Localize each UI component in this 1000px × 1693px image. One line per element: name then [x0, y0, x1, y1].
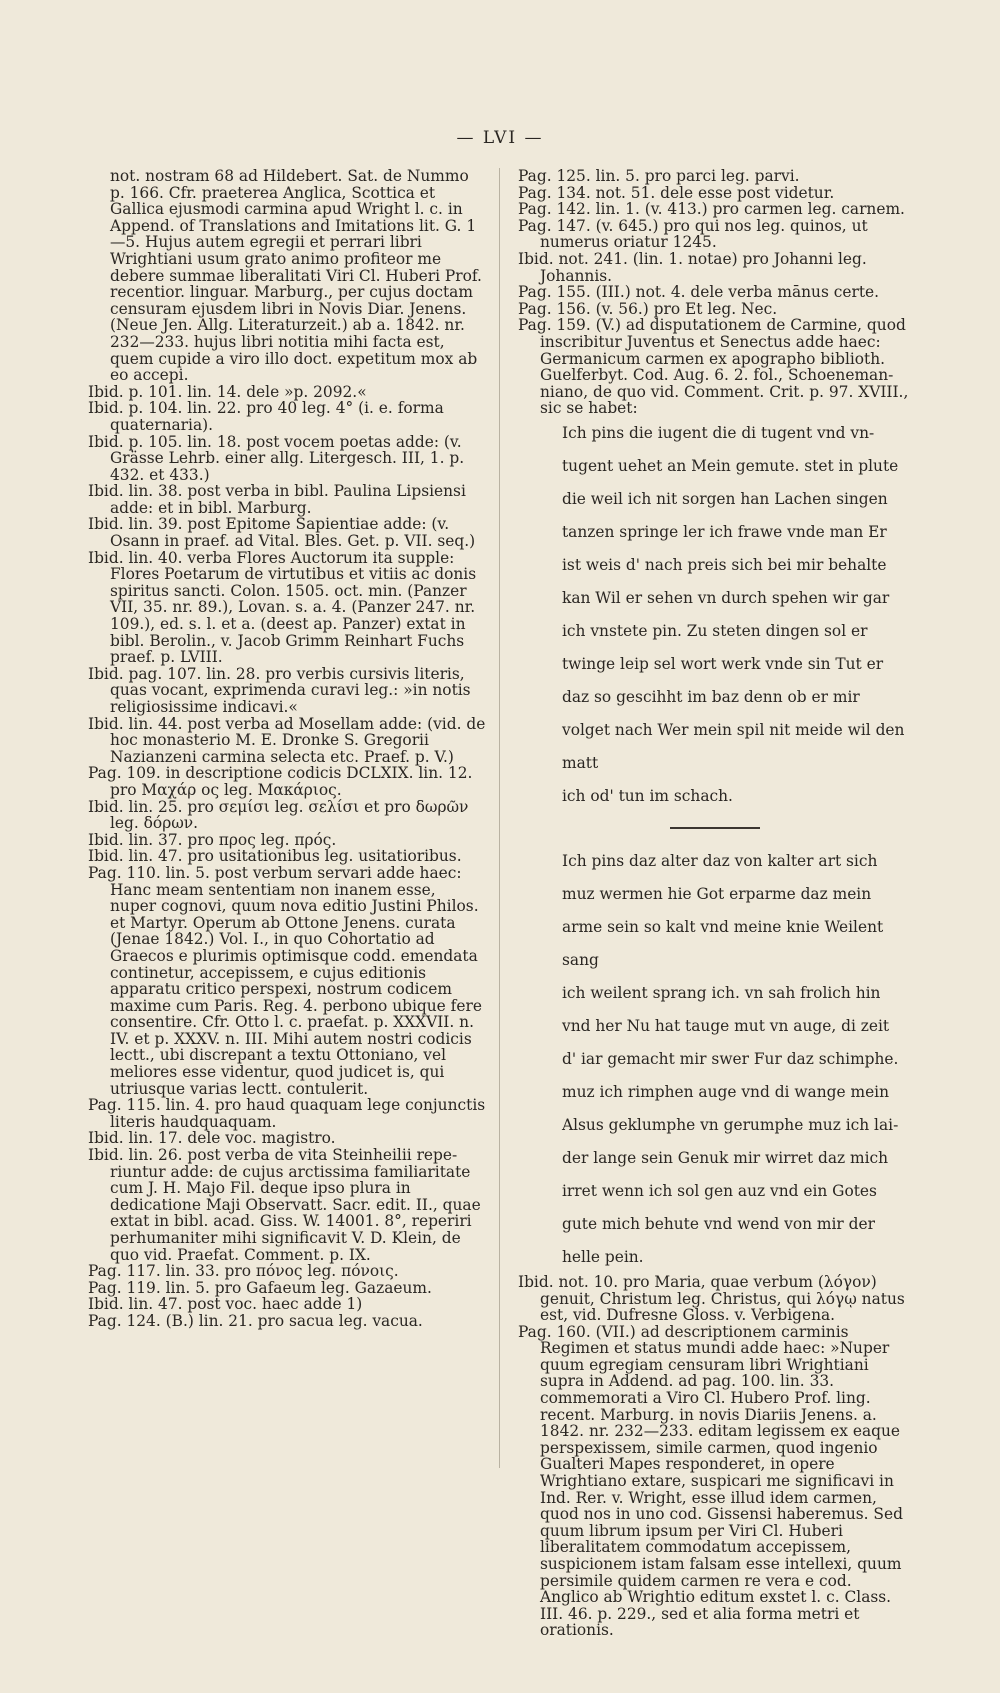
section-rule	[670, 827, 760, 829]
corrigenda-entry: Pag. 115. lin. 4. pro haud quaquam lege conjunctis literis haudquaquam.	[88, 1096, 486, 1131]
corrigenda-entry: Ibid. not. 10. pro Maria, quae verbum (λόγον) genuit, Christum leg. Christus, qui λόγῳ natus est, vid. Dufresne Gloss. v. Verbigena.	[518, 1272, 905, 1325]
corrigenda-entry: Pag. 125. lin. 5. pro parci leg. parvi.	[518, 167, 800, 185]
corrigenda-entry: Pag. 160. (VII.) ad descriptionem carminis Regimen et status mundi adde haec: »Nuper quum egregiam censuram libri Wrightiani supra in Addend. ad pag. 100. lin. 33. commemorati a Viro Cl. Hubero Prof. ling. recent. Marburg. in novis Diariis Jenens. a. 1842. nr. 232—233. editam legissem ex eaque perspexissem, simile carmen, quod ingenio Gualteri Mapes responderet, in opere Wrightiano extare, suspicari me significavi in Ind. Rer. v. Wright, esse illud idem carmen, quod nos in uno cod. Gissensi haberemus. Sed quum librum ipsum per Viri Cl. Huberi liberalitatem commodatum accepissem, suspicionem istam falsam esse intellexi, quum persimile quidem carmen re vera e cod. Anglico ab Wrightio editum exstet l. c. Class. III. 46. p. 229., sed et alia forma metri et orationis.	[518, 1322, 903, 1640]
verse-line: d' iar gemacht mir swer Fur daz schimphe.	[562, 1049, 899, 1068]
right-column-entries-top	[518, 168, 912, 417]
corrigenda-entry: Ibid. p. 105. lin. 18. post vocem poetas adde: (v. Grässe Lehrb. einer allg. Litergesch. III, 1. p. 432. et 433.)	[88, 432, 465, 484]
corrigenda-entry: Pag. 110. lin. 5. post verbum servari adde haec: Hanc meam sententiam non inanem esse, nuper cognovi, quum nova editio Justini Philos. et Martyr. Operum ab Ottone Jenens. curata (Jenae 1842.) Vol. I., in quo Cohortatio ad Graecos e plurimis optimisque codd. emendata continetur, accepissem, e cujus editionis apparatu critico perspexi, nostrum codicem maxime cum Paris. Reg. 4. perbono ubique fere consentire. Cfr. Otto l. c. praefat. p. XXXVII. n. IV. et p. XXXV. n. III. Mihi autem nostri codicis lectt., ubi discrepant a textu Ottoniano, vel meliores esse videntur, quod judicet is, qui utriusque varias lectt. contulerit.	[88, 863, 482, 1098]
corrigenda-entry: not. nostram 68 ad Hildebert. Sat. de Nummo p. 166. Cfr. praeterea Anglica, Scottica et Gallica ejusmodi carmina apud Wright l. c. in Append. of Translations and Imitations lit. G. 1—5. Hujus autem egregii et perrari libri Wrightiani usum grato animo profiteor me debere summae liberalitati Viri Cl. Huberi Prof. recentior. linguar. Marburg., per cujus doctam censuram ejusdem libri in Novis Diar. Jenens. (Neue Jen. Allg. Literaturzeit.) ab a. 1842. nr. 232—233. hujus libri notitia mihi facta est, quem cupide a viro illo doct. expetitum mox ab eo accepi.	[110, 167, 482, 385]
corrigenda-entry: Pag. 134. not. 51. dele esse post videtur.	[518, 183, 835, 202]
corrigenda-entry: Ibid. lin. 17. dele voc. magistro.	[88, 1129, 336, 1148]
verse-line: ich od' tun im schach.	[562, 786, 733, 805]
corrigenda-entry: Pag. 119. lin. 5. pro Gafaeum leg. Gazaeum.	[88, 1278, 432, 1297]
corrigenda-entry: Ibid. lin. 39. post Epitome Sapientiae adde: (v. Osann in praef. ad Vital. Bles. Get. p. VII. seq.)	[88, 515, 476, 551]
corrigenda-entry: Pag. 159. (V.) ad disputationem de Carmine, quod inscribitur Juventus et Senectus adde haec: Germanicum carmen ex apographo biblioth. Guelferbyt. Cod. Aug. 6. 2. fol., Schoenemanniano, de quo vid. Comment. Crit. p. 97. XVIII., sic se habet:	[518, 316, 909, 418]
corrigenda-entry: Ibid. lin. 26. post verba de vita Steinheilii reperiuntur adde: de cujus arctissima familiaritate cum J. H. Majo Fil. deque ipso plura in dedicatione Maji Observatt. Sacr. edit. II., quae extat in bibl. acad. Giss. W. 14001. 8°, reperiri perhumaniter mihi significavit V. D. Klein, de quo vid. Praefat. Comment. p. IX.	[88, 1146, 481, 1264]
german-verse-juventus	[518, 417, 912, 813]
column-divider	[499, 168, 500, 1468]
corrigenda-entry: Ibid. lin. 38. post verba in bibl. Paulina Lipsiensi adde: et in bibl. Marburg.	[88, 482, 466, 517]
corrigenda-entry: Ibid. pag. 107. lin. 28. pro verbis cursivis literis, quas vocant, exprimenda curavi leg.: »in notis religiosissime indicavi.«	[88, 664, 471, 716]
corrigenda-entry: Ibid. p. 104. lin. 22. pro 40 leg. 4° (i. e. forma quaternaria).	[88, 399, 444, 434]
right-column-entries-bottom	[518, 1274, 912, 1639]
verse-line: gute mich behute vnd wend von mir der helle pein.	[562, 1214, 875, 1266]
verse-line: tugent uehet an Mein gemute. stet in plute	[562, 456, 899, 475]
corrigenda-entry: Pag. 147. (v. 645.) pro qui nos leg. quinos, ut numerus oriatur 1245.	[518, 216, 868, 252]
page-number: — LVI —	[456, 128, 544, 148]
corrigenda-entry: Ibid. lin. 44. post verba ad Mosellam adde: (vid. de hoc monasterio M. E. Dronke S. Gregorii Nazianzeni carmina selecta etc. Praef. p. V.)	[88, 714, 486, 766]
corrigenda-entry: Ibid. lin. 25. pro σεμίσι leg. σελίσι et pro δωρῶν leg. δόρων.	[88, 797, 469, 833]
corrigenda-entry: Ibid. lin. 40. verba Flores Auctorum ita supple: Flores Poetarum de virtutibus et vitiis ac donis spiritus sancti. Colon. 1505. oct. min. (Panzer VII, 35. nr. 89.), Lovan. s. a. 4. (Panzer 247. nr. 109.), ed. s. l. et a. (deest ap. Panzer) extat in bibl. Berolin., v. Jacob Grimm Reinhart Fuchs praef. p. LVIII.	[88, 548, 477, 667]
corrigenda-entry: Pag. 109. in descriptione codicis DCLXIX. lin. 12. pro Μαχάρ ος leg. Μακάριος.	[88, 764, 473, 799]
corrigenda-entry: Ibid. lin. 37. pro προς leg. πρός.	[88, 830, 337, 849]
corrigenda-entry: Ibid. lin. 47. pro usitationibus leg. usitatioribus.	[88, 847, 462, 866]
verse-line: muz ich rimphen auge vnd di wange mein	[562, 1082, 890, 1101]
corrigenda-entry: Pag. 124. (B.) lin. 21. pro sacua leg. vacua.	[88, 1311, 423, 1330]
corrigenda-entry: Pag. 117. lin. 33. pro πόνος leg. πόνοις.	[88, 1262, 399, 1281]
left-column	[88, 168, 486, 1330]
verse-line: ich weilent sprang ich. vn sah frolich hin	[562, 983, 881, 1002]
german-verse-senectus	[518, 845, 912, 1274]
verse-line: Ich pins daz alter daz von kalter art sich	[562, 851, 878, 870]
verse-line: vnd her Nu hat tauge mut vn auge, di zeit	[562, 1016, 890, 1035]
corrigenda-entry: Ibid. lin. 47. post voc. haec adde 1)	[88, 1295, 363, 1314]
verse-line: Ich pins die iugent die di tugent vnd vn-	[562, 423, 875, 442]
corrigenda-entry: Ibid. p. 101. lin. 14. dele »p. 2092.«	[88, 382, 367, 401]
verse-line: der lange sein Genuk mir wirret daz mich irret wenn ich sol gen auz vnd ein Gotes	[562, 1148, 889, 1200]
right-column	[518, 168, 912, 1639]
corrigenda-entry: Pag. 142. lin. 1. (v. 413.) pro carmen leg. carnem.	[518, 200, 905, 219]
corrigenda-entry: Ibid. not. 241. (lin. 1. notae) pro Johanni leg. Johannis.	[518, 249, 867, 285]
verse-line: tanzen springe ler ich frawe vnde man Er	[562, 522, 887, 541]
verse-line: ist weis d' nach preis sich bei mir behalte	[562, 555, 887, 574]
verse-line: Alsus geklumphe vn gerumphe muz ich lai-	[562, 1115, 899, 1134]
verse-line: kan Wil er sehen vn durch spehen wir gar ich vnstete pin. Zu steten dingen sol er	[562, 588, 890, 640]
corrigenda-entry: Pag. 155. (III.) not. 4. dele verba mānus certe.	[518, 283, 880, 302]
corrigenda-entry: Pag. 156. (v. 56.) pro Et leg. Nec.	[518, 299, 778, 318]
verse-line: twinge leip sel wort werk vnde sin Tut er daz so gescihht im baz denn ob er mir volget nach Wer mein spil nit meide wil den matt	[562, 654, 905, 772]
verse-line: die weil ich nit sorgen han Lachen singen	[562, 489, 888, 508]
verse-line: muz wermen hie Got erparme daz mein arme sein so kalt vnd meine knie Weilent sang	[562, 884, 884, 969]
